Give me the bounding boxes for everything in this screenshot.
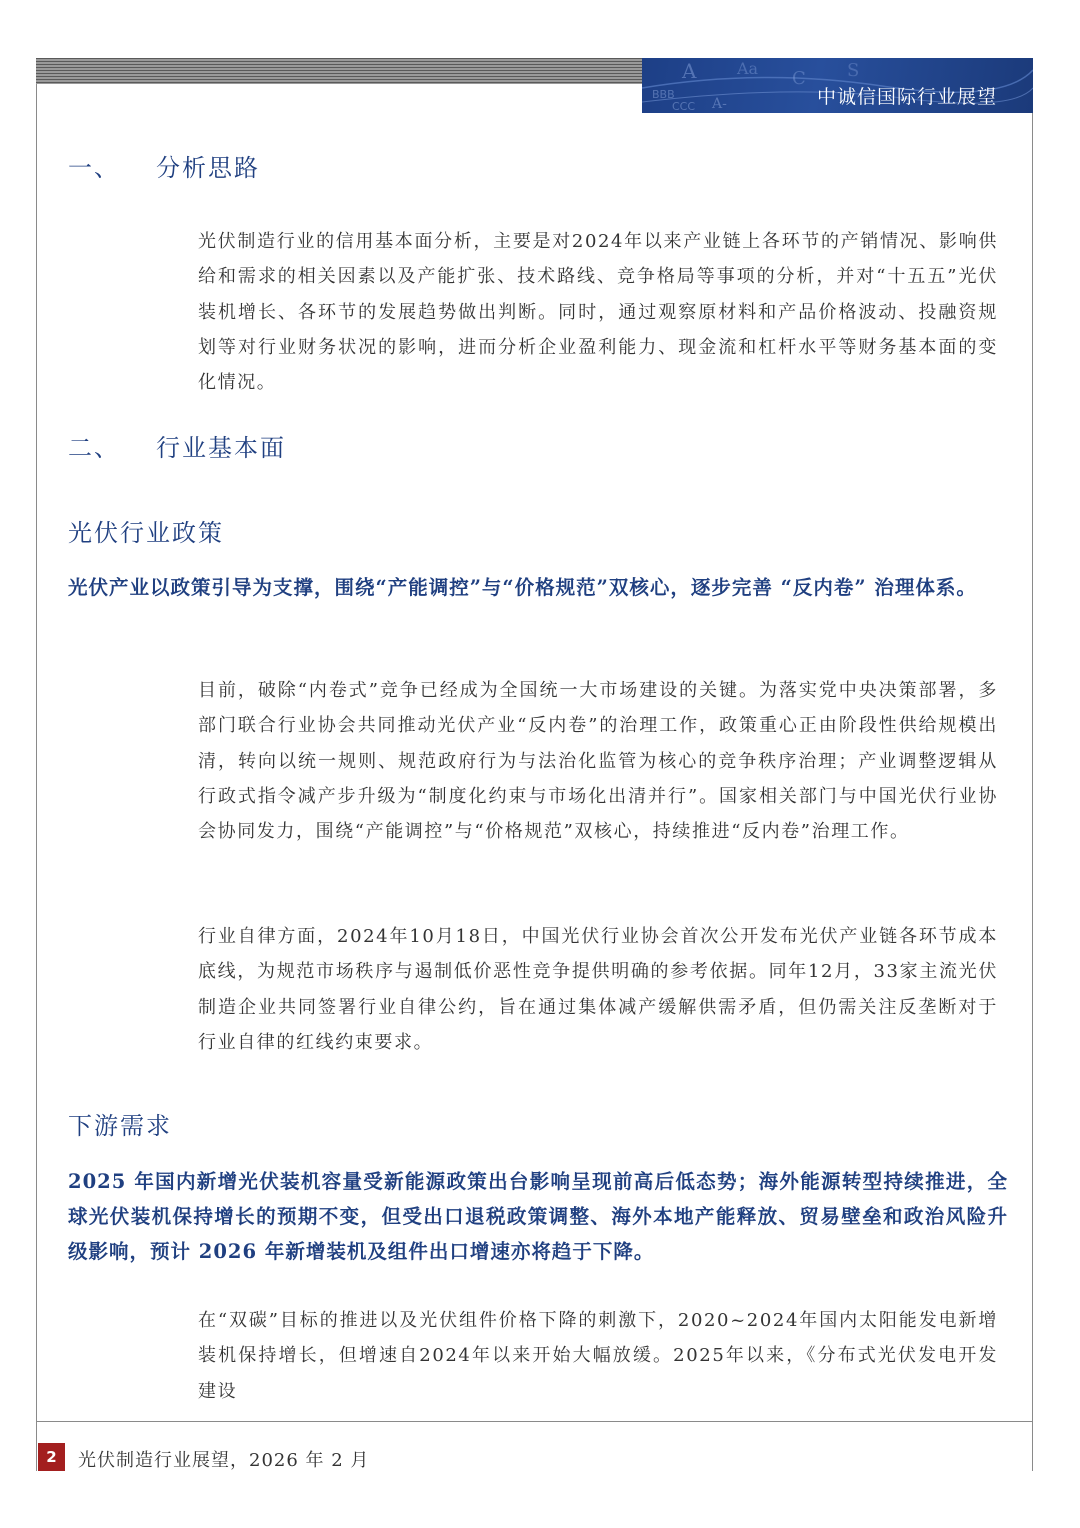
paragraph-demand-1: 在“双碳”目标的推进以及光伏组件价格下降的刺激下，2020~2024年国内太阳能发电新增装机保持增长，但增速自2024年以来开始大幅放缓。2025年以来，《分布式光伏发电开发建设 [198,1310,998,1402]
lead-demand: 2025 年国内新增光伏装机容量受新能源政策出台影响呈现前高后低态势；海外能源转型持续推进，全球光伏装机保持增长的预期不变，但受出口退税政策调整、海外本地产能释放、贸易壁垒和政治风险升级影响，预计 2026 年新增装机及组件出口增速亦将趋于下降。 [68,1170,1008,1263]
section-heading-1 [68,148,260,183]
lead-policy: 光伏产业以政策引导为支撑，围绕“产能调控”与“价格规范”双核心，逐步完善 “反内卷” 治理体系。 [68,576,977,599]
paragraph-policy-2: 行业自律方面，2024年10月18日，中国光伏行业协会首次公开发布光伏产业链各环节成本底线，为规范市场秩序与遏制低价恶性竞争提供明确的参考依据。同年12月，33家主流光伏制造企业共同签署行业自律公约，旨在通过集体减产缓解供需矛盾，但仍需关注反垄断对于行业自律的红线约束要求。 [198,926,998,1053]
section-heading-2 [68,428,286,463]
section-number: 二、 [68,434,120,462]
banner-deco-text: CCC [672,100,696,113]
banner-deco-text: C [792,68,806,89]
section-title: 行业基本面 [156,434,286,462]
banner-deco-text: A [682,59,697,83]
banner-deco-text: A- [712,96,727,112]
subsection-title-demand: 下游需求 [68,1112,172,1140]
section-title: 分析思路 [156,154,260,182]
header-banner [642,58,1033,113]
banner-deco-text: S [847,60,860,81]
banner-deco-text: Aa [737,59,759,78]
header-title: 中诚信国际行业展望 [816,86,997,108]
page-number-badge: 2 [38,1443,65,1471]
footer-divider [36,1421,1033,1422]
subsection-title-policy: 光伏行业政策 [68,519,224,547]
header-stripe-bar [36,58,642,84]
paragraph-analysis: 光伏制造行业的信用基本面分析，主要是对2024年以来产业链上各环节的产销情况、影响供给和需求的相关因素以及产能扩张、技术路线、竞争格局等事项的分析，并对“十五五”光伏装机增长、各环节的发展趋势做出判断。同时，通过观察原材料和产品价格波动、投融资规划等对行业财务状况的影响，进而分析企业盈利能力、现金流和杠杆水平等财务基本面的变化情况。 [198,231,998,394]
paragraph-policy-1: 目前，破除“内卷式”竞争已经成为全国统一大市场建设的关键。为落实党中央决策部署，多部门联合行业协会共同推动光伏产业“反内卷”的治理工作，政策重心正由阶段性供给规模出清，转向以统一规则、规范政府行为与法治化监管为核心的竞争秩序治理；产业调整逻辑从行政式指令减产步升级为“制度化约束与市场化出清并行”。国家相关部门与中国光伏行业协会协同发力，围绕“产能调控”与“价格规范”双核心，持续推进“反内卷”治理工作。 [198,680,998,843]
banner-deco-text: BBB [652,88,675,101]
section-number: 一、 [68,154,120,182]
footer-title: 光伏制造行业展望，2026 年 2 月 [78,1450,370,1471]
